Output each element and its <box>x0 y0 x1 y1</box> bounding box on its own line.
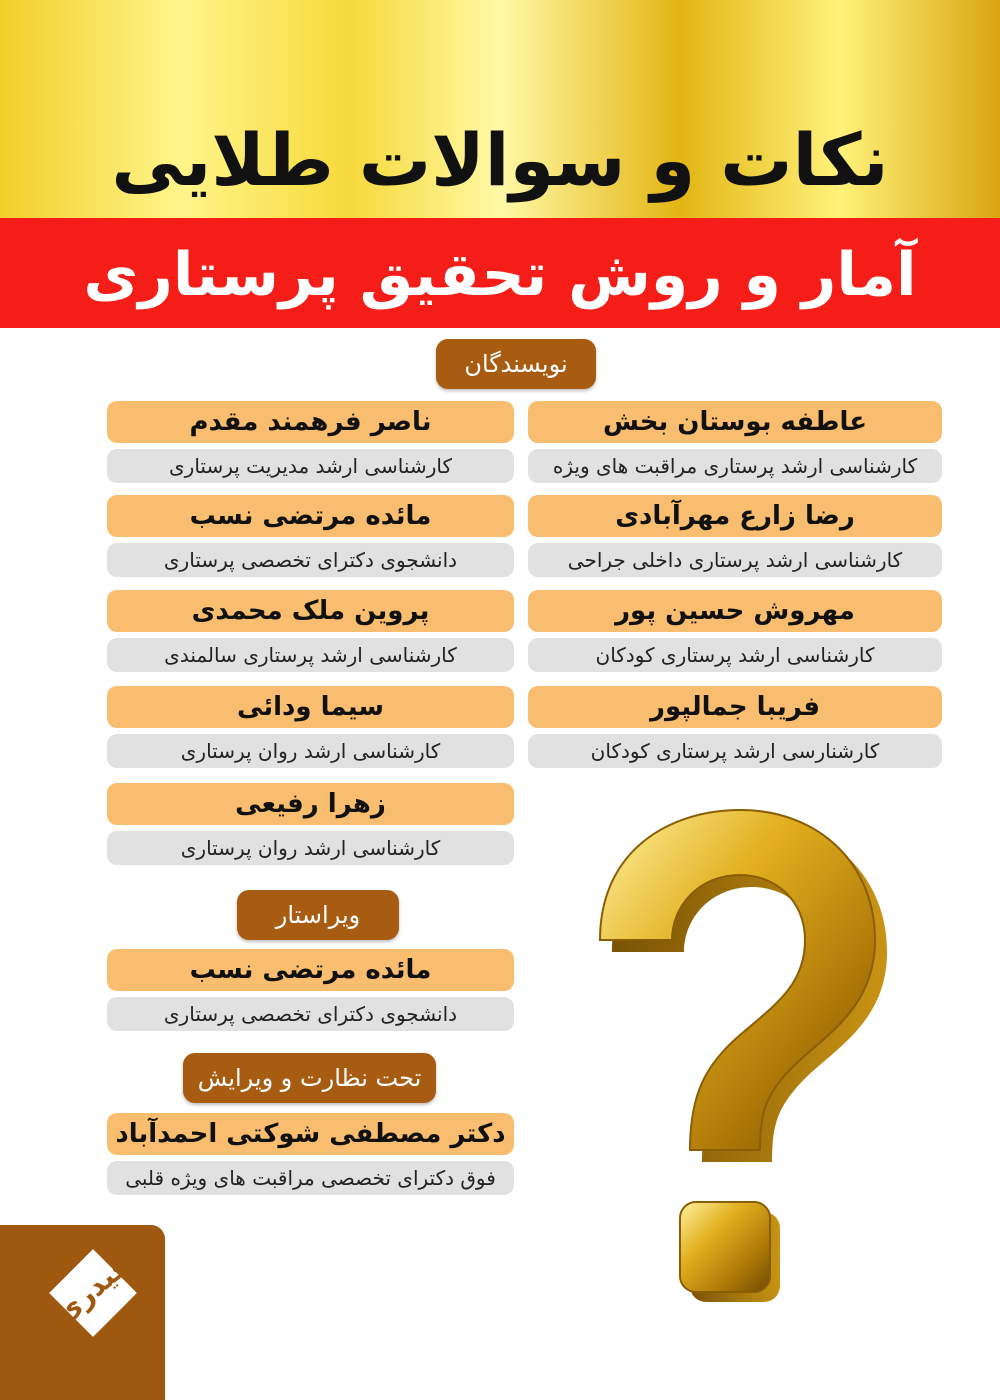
author-card <box>528 495 942 577</box>
author-name: زهرا رفیعی <box>107 783 514 825</box>
author-name: پروین ملک محمدی <box>107 590 514 632</box>
author-card <box>107 495 514 577</box>
author-name: مهروش حسین پور <box>528 590 942 632</box>
author-role: کارشناسی ارشد پرستاری داخلی جراحی <box>528 543 942 577</box>
author-role: کارشناسی ارشد پرستاری مراقبت های ویژه <box>528 449 942 483</box>
editor-name: مائده مرتضی نسب <box>107 949 514 991</box>
book-subtitle: آمار و روش تحقیق پرستاری <box>83 240 917 310</box>
book-title: نکات و سوالات طلایی <box>111 118 889 202</box>
author-card <box>107 783 514 865</box>
editor-role: دانشجوی دکترای تخصصی پرستاری <box>107 997 514 1031</box>
author-name: ناصر فرهمند مقدم <box>107 401 514 443</box>
author-card <box>107 401 514 483</box>
author-card <box>528 401 942 483</box>
author-name: فریبا جمالپور <box>528 686 942 728</box>
author-card <box>107 686 514 768</box>
author-card <box>528 590 942 672</box>
author-role: کارشناسی ارشد پرستاری کودکان <box>528 638 942 672</box>
authors-label: نویسندگان <box>436 339 596 389</box>
question-mark-icon <box>560 790 900 1310</box>
author-name: سیما ودائی <box>107 686 514 728</box>
author-card <box>107 590 514 672</box>
supervisor-name: دکتر مصطفی شوکتی احمدآباد <box>107 1113 514 1155</box>
author-role: کارشناسی ارشد مدیریت پرستاری <box>107 449 514 483</box>
author-role: کارشنارسی ارشد پرستاری کودکان <box>528 734 942 768</box>
publisher-logo-text: حیدری <box>48 1247 138 1330</box>
author-role: دانشجوی دکترای تخصصی پرستاری <box>107 543 514 577</box>
editor-label: ویراستار <box>237 890 399 940</box>
author-role: کارشناسی ارشد روان پرستاری <box>107 734 514 768</box>
author-card <box>528 686 942 768</box>
supervisor-card <box>107 1113 514 1195</box>
author-name: رضا زارع مهرآبادی <box>528 495 942 537</box>
author-name: مائده مرتضی نسب <box>107 495 514 537</box>
supervision-label: تحت نظارت و ویرایش <box>183 1053 436 1103</box>
author-role: کارشناسی ارشد پرستاری سالمندی <box>107 638 514 672</box>
author-name: عاطفه بوستان بخش <box>528 401 942 443</box>
editor-card <box>107 949 514 1031</box>
author-role: کارشناسی ارشد روان پرستاری <box>107 831 514 865</box>
supervisor-role: فوق دکترای تخصصی مراقبت های ویژه قلبی <box>107 1161 514 1195</box>
